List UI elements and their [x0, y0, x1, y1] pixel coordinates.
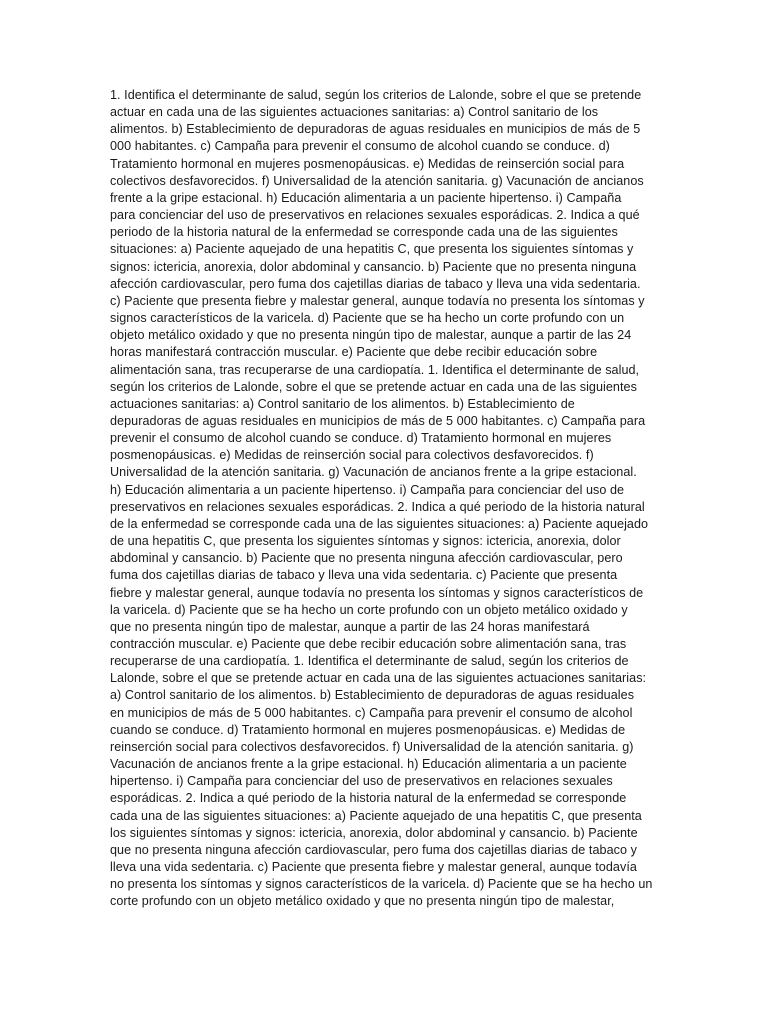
- text-line: c) Paciente que presenta fiebre y malestar general, aunque todavía no presenta los síntomas y: [110, 293, 645, 308]
- text-line: horas manifestará contracción muscular. e) Paciente que debe recibir educación sobre: [110, 345, 598, 360]
- text-line: Vacunación de ancianos frente a la gripe estacional. h) Educación alimentaria a un paciente: [110, 757, 627, 772]
- text-line: preservativos en relaciones sexuales esporádicas. 2. Indica a qué periodo de la historia natural: [110, 499, 645, 514]
- text-line: frente a la gripe estacional. h) Educación alimentaria a un paciente hipertenso. i) Campaña: [110, 190, 622, 205]
- text-line: fiebre y malestar general, aunque todavía no presenta los síntomas y signos característicos de: [110, 585, 644, 600]
- text-line: reinserción social para colectivos desfavorecidos. f) Universalidad de la atención sanitaria. g): [110, 739, 634, 754]
- text-line: de la enfermedad se corresponde cada una de las siguientes situaciones: a) Paciente aquejado: [110, 516, 649, 531]
- text-line: Tratamiento hormonal en mujeres posmenopáusicas. e) Medidas de reinserción social para: [110, 156, 625, 171]
- text-line: lleva una vida sedentaria. c) Paciente que presenta fiebre y malestar general, aunque todavía: [110, 860, 637, 875]
- text-line: actuaciones sanitarias: a) Control sanitario de los alimentos. b) Establecimiento de: [110, 396, 575, 411]
- text-line: según los criterios de Lalonde, sobre el que se pretende actuar en cada una de las siguientes: [110, 379, 637, 394]
- text-line: objeto metálico oxidado y que no presenta ningún tipo de malestar, aunque a partir de las 24: [110, 328, 632, 343]
- body-text: [110, 87, 655, 911]
- text-line: para concienciar del uso de preservativos en relaciones sexuales esporádicas. 2. Indica a qué: [110, 208, 640, 223]
- text-line: los siguientes síntomas y signos: ictericia, anorexia, dolor abdominal y cansancio. b) Paciente: [110, 825, 638, 840]
- text-line: no presenta los síntomas y signos característicos de la varicela. d) Paciente que se ha hecho un: [110, 877, 653, 892]
- text-line: situaciones: a) Paciente aquejado de una hepatitis C, que presenta los siguientes síntomas y: [110, 242, 634, 257]
- text-line: Universalidad de la atención sanitaria. g) Vacunación de ancianos frente a la gripe estacional.: [110, 465, 637, 480]
- text-line: afección cardiovascular, pero fuma dos cajetillas diarias de tabaco y lleva una vida sedentaria.: [110, 276, 641, 291]
- text-line: posmenopáusicas. e) Medidas de reinserción social para colectivos desfavorecidos. f): [110, 448, 594, 463]
- text-line: la varicela. d) Paciente que se ha hecho un corte profundo con un objeto metálico oxidado y: [110, 602, 628, 617]
- text-line: cuando se conduce. d) Tratamiento hormonal en mujeres posmenopáusicas. e) Medidas de: [110, 722, 626, 737]
- text-line: en municipios de más de 5 000 habitantes. c) Campaña para prevenir el consumo de alcohol: [110, 705, 633, 720]
- text-line: que no presenta ningún tipo de malestar, aunque a partir de las 24 horas manifestará: [110, 619, 590, 634]
- text-line: h) Educación alimentaria a un paciente hipertenso. i) Campaña para concienciar del uso de: [110, 482, 625, 497]
- text-line: 1. Identifica el determinante de salud, según los criterios de Lalonde, sobre el que se pretende: [110, 88, 642, 102]
- text-line: a) Control sanitario de los alimentos. b) Establecimiento de depuradoras de aguas residuales: [110, 688, 635, 703]
- text-line: colectivos desfavorecidos. f) Universalidad de la atención sanitaria. g) Vacunación de ancianos: [110, 173, 644, 188]
- text-line: contracción muscular. e) Paciente que debe recibir educación sobre alimentación sana, tras: [110, 637, 627, 651]
- text-line: 000 habitantes. c) Campaña para prevenir el consumo de alcohol cuando se conduce. d): [110, 139, 610, 154]
- text-line: que no presenta ninguna afección cardiovascular, pero fuma dos cajetillas diarias de tabaco y: [110, 842, 637, 857]
- text-line: prevenir el consumo de alcohol cuando se conduce. d) Tratamiento hormonal en mujeres: [110, 431, 612, 446]
- text-line: depuradoras de aguas residuales en municipios de más de 5 000 habitantes. c) Campaña para: [110, 413, 646, 428]
- text-line: alimentación sana, tras recuperarse de una cardiopatía. 1. Identifica el determinante de salud,: [110, 362, 640, 377]
- text-line: abdominal y cansancio. b) Paciente que no presenta ninguna afección cardiovascular, pero: [110, 551, 623, 566]
- text-line: de una hepatitis C, que presenta los siguientes síntomas y signos: ictericia, anorexia, dolor: [110, 534, 621, 549]
- text-line: corte profundo con un objeto metálico oxidado y que no presenta ningún tipo de malestar,: [110, 894, 615, 909]
- text-line: signos característicos de la varicela. d) Paciente que se ha hecho un corte profundo con un: [110, 311, 625, 326]
- text-line: fuma dos cajetillas diarias de tabaco y lleva una vida sedentaria. c) Paciente que presenta: [110, 568, 618, 583]
- text-line: hipertenso. i) Campaña para concienciar del uso de preservativos en relaciones sexuales: [110, 774, 613, 789]
- text-line: esporádicas. 2. Indica a qué periodo de la historia natural de la enfermedad se corresponde: [110, 791, 627, 806]
- text-line: Lalonde, sobre el que se pretende actuar en cada una de las siguientes actuaciones sanitarias:: [110, 671, 647, 686]
- text-line: cada una de las siguientes situaciones: a) Paciente aquejado de una hepatitis C, que presenta: [110, 808, 642, 823]
- text-line: actuar en cada una de las siguientes actuaciones sanitarias: a) Control sanitario de los: [110, 105, 599, 120]
- text-line: recuperarse de una cardiopatía. 1. Identifica el determinante de salud, según los criterios de: [110, 654, 629, 669]
- text-line: alimentos. b) Establecimiento de depuradoras de aguas residuales en municipios de más de 5: [110, 122, 641, 137]
- text-line: periodo de la historia natural de la enfermedad se corresponde cada una de las siguientes: [110, 225, 618, 240]
- text-line: signos: ictericia, anorexia, dolor abdominal y cansancio. b) Paciente que no presenta ninguna: [110, 259, 637, 274]
